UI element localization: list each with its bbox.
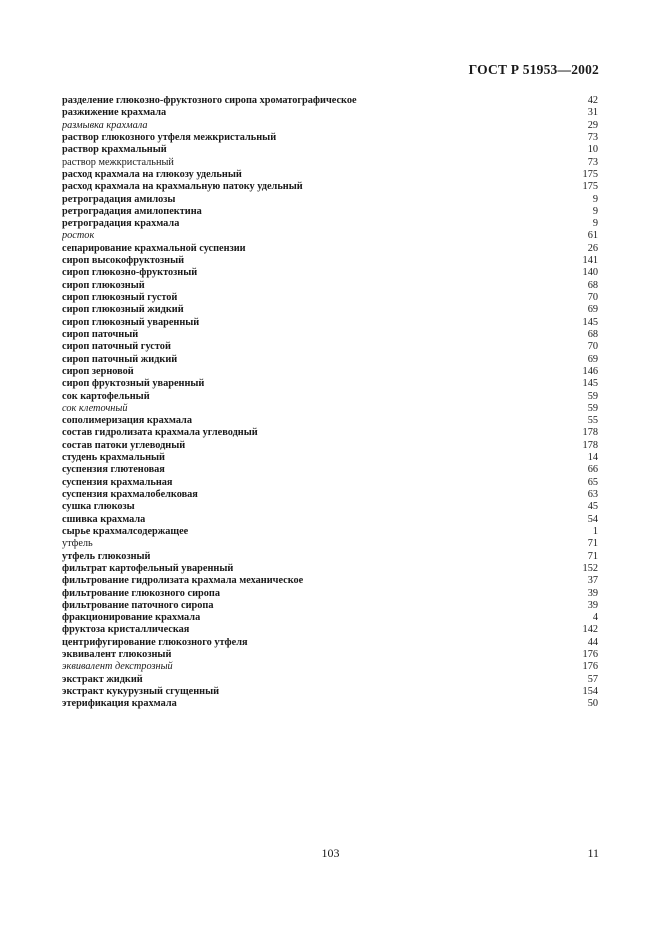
index-term: раствор крахмальный [62,144,167,156]
index-entry [62,391,598,403]
index-entry [62,674,598,686]
index-entry [62,107,598,119]
index-entry [62,403,598,415]
index-page-ref: 50 [587,698,598,710]
index-term: экстракт жидкий [62,673,143,685]
index-entry [62,95,598,107]
index-term: сополимеризация крахмала [62,415,192,427]
index-entry [62,588,598,600]
index-term: сироп глюкозный густой [62,292,178,303]
index-page-ref: 37 [587,575,598,587]
index-page-ref: 152 [582,562,598,574]
index-page-ref: 146 [582,365,598,377]
index-page-ref: 145 [582,316,598,328]
index-page-ref: 73 [587,156,598,168]
index-term: росток [62,230,95,242]
index-term: утфель глюкозный [62,550,151,562]
index-page-ref: 176 [582,649,598,661]
index-term: разделение глюкозно-фруктозного сиропа хроматографическое [62,95,357,106]
index-term: суспензия крахмальная [62,476,173,488]
index-page-ref: 1 [592,525,598,537]
index-term: состав патоки углеводный [62,439,186,451]
index-entry [62,563,598,575]
index-entry [62,501,598,513]
index-term: сироп глюкозный жидкий [62,304,184,316]
index-page-ref: 154 [582,686,598,697]
index-page-ref: 9 [592,193,598,205]
index-term: разжижение крахмала [62,107,167,119]
index-term: расход крахмала на глюкозу удельный [62,168,242,180]
index-term: сепарирование крахмальной суспензии [62,242,246,254]
index-entry [62,169,598,181]
index-entry [62,317,598,329]
index-entry [62,489,598,501]
index-page-ref: 59 [587,390,598,402]
index-page-ref: 145 [582,378,598,390]
index-entry [62,280,598,292]
index-term: сшивка крахмала [62,513,146,525]
index-term: сироп глюкозный [62,279,145,291]
index-term: сироп паточный густой [62,341,171,353]
index-term: сироп глюкозно-фруктозный [62,267,198,279]
index-page-ref: 31 [587,107,598,119]
index-entry [62,477,598,489]
index-page-ref: 55 [587,415,598,427]
index-page-ref: 4 [592,612,598,624]
index-page-ref: 39 [587,599,598,611]
index-page-ref: 59 [587,402,598,414]
index-term: эквивалент декстрозный [62,661,173,673]
index-entry [62,612,598,624]
index-term: фильтрование паточного сиропа [62,599,214,611]
index-page-ref: 69 [587,304,598,316]
index-entry [62,440,598,452]
index-entry [62,661,598,673]
index-term: сушка глюкозы [62,501,135,513]
index-term: утфель [62,538,93,550]
index-entry [62,329,598,341]
index-term: сироп паточный жидкий [62,353,178,365]
index-entry [62,624,598,636]
index-entry [62,427,598,439]
index-term: расход крахмала на крахмальную патоку удельный [62,181,303,193]
index-term: сироп паточный [62,328,139,340]
index-page-ref: 9 [592,218,598,230]
index-term: ретроградация крахмала [62,218,180,230]
index-term: эквивалент глюкозный [62,649,172,661]
index-entry [62,366,598,378]
index-page-ref: 66 [587,464,598,476]
index-page-ref: 26 [587,242,598,254]
index-entry [62,698,598,710]
index-entry [62,600,598,612]
index-page-ref: 175 [582,181,598,193]
index-page-ref: 65 [587,476,598,488]
index-entry [62,243,598,255]
index-term: фильтрование глюкозного сиропа [62,587,220,599]
index-page-ref: 63 [587,489,598,500]
index-entry [62,120,598,132]
index-term: ретроградация амилозы [62,193,176,205]
index-entry [62,341,598,353]
index-page-ref: 70 [587,292,598,303]
index-page-ref: 68 [587,328,598,340]
index-entry [62,378,598,390]
index-entry [62,292,598,304]
index-term: сок клеточный [62,402,128,414]
index-page-ref: 10 [587,144,598,156]
index-page-ref: 29 [587,119,598,131]
term-index-list [62,95,598,711]
index-page-ref: 68 [587,279,598,291]
index-entry [62,686,598,698]
index-page-ref: 73 [587,131,598,143]
index-entry [62,304,598,316]
index-page-ref: 42 [587,95,598,106]
footer-page-number: 11 [587,846,599,860]
index-entry [62,649,598,661]
index-term: этерификация крахмала [62,698,177,710]
index-page-ref: 44 [587,636,598,648]
index-entry [62,144,598,156]
index-term: раствор межкристальный [62,156,174,168]
index-entry [62,218,598,230]
index-term: состав гидролизата крахмала углеводный [62,427,258,439]
standard-designation: ГОСТ Р 51953—2002 [468,62,599,77]
index-entry [62,637,598,649]
index-entry [62,206,598,218]
index-term: фракционирование крахмала [62,612,201,624]
index-term: размывка крахмала [62,119,148,131]
index-page-ref: 178 [582,427,598,439]
index-page-ref: 140 [582,267,598,279]
index-page-ref: 69 [587,353,598,365]
index-page-ref: 141 [582,255,598,267]
index-entry [62,415,598,427]
index-term: фруктоза кристаллическая [62,624,190,636]
index-entry [62,575,598,587]
index-term: ретроградация амилопектина [62,205,202,217]
index-term: раствор глюкозного утфеля межкристальный [62,131,277,143]
index-term: сироп зерновой [62,365,134,377]
index-term: экстракт кукурузный сгущенный [62,686,220,697]
index-term: фильтрование гидролизата крахмала механическое [62,575,304,587]
index-page-ref: 175 [582,168,598,180]
index-entry [62,464,598,476]
index-page-ref: 178 [582,439,598,451]
index-term: сироп фруктозный уваренный [62,378,205,390]
index-term: центрифугирование глюкозного утфеля [62,636,248,648]
index-page-ref: 39 [587,587,598,599]
index-entry [62,194,598,206]
index-term: суспензия крахмалобелковая [62,489,198,500]
index-page-ref: 9 [592,205,598,217]
index-term: фильтрат картофельный уваренный [62,562,234,574]
index-entry [62,181,598,193]
index-entry [62,452,598,464]
index-entry [62,157,598,169]
index-term: студень крахмальный [62,452,165,464]
index-entry [62,132,598,144]
index-page-ref: 70 [587,341,598,353]
index-page-ref: 71 [587,538,598,550]
index-page-ref: 14 [587,452,598,464]
index-page-ref: 57 [587,673,598,685]
index-term: сироп глюкозный уваренный [62,316,200,328]
index-term: сироп высокофруктозный [62,255,185,267]
index-term: сырье крахмалсодержащее [62,525,189,537]
index-page-ref: 54 [587,513,598,525]
index-page-ref: 176 [582,661,598,673]
index-page-ref: 61 [587,230,598,242]
index-page-ref: 71 [587,550,598,562]
index-entry [62,514,598,526]
index-entry [62,255,598,267]
index-entry [62,267,598,279]
index-entry [62,230,598,242]
index-entry [62,538,598,550]
index-entry [62,354,598,366]
footer-sheet-number: 103 [321,846,340,860]
index-term: суспензия глютеновая [62,464,165,476]
index-entry [62,526,598,538]
index-entry [62,551,598,563]
index-page-ref: 45 [587,501,598,513]
index-term: сок картофельный [62,390,150,402]
index-page-ref: 142 [582,624,598,636]
